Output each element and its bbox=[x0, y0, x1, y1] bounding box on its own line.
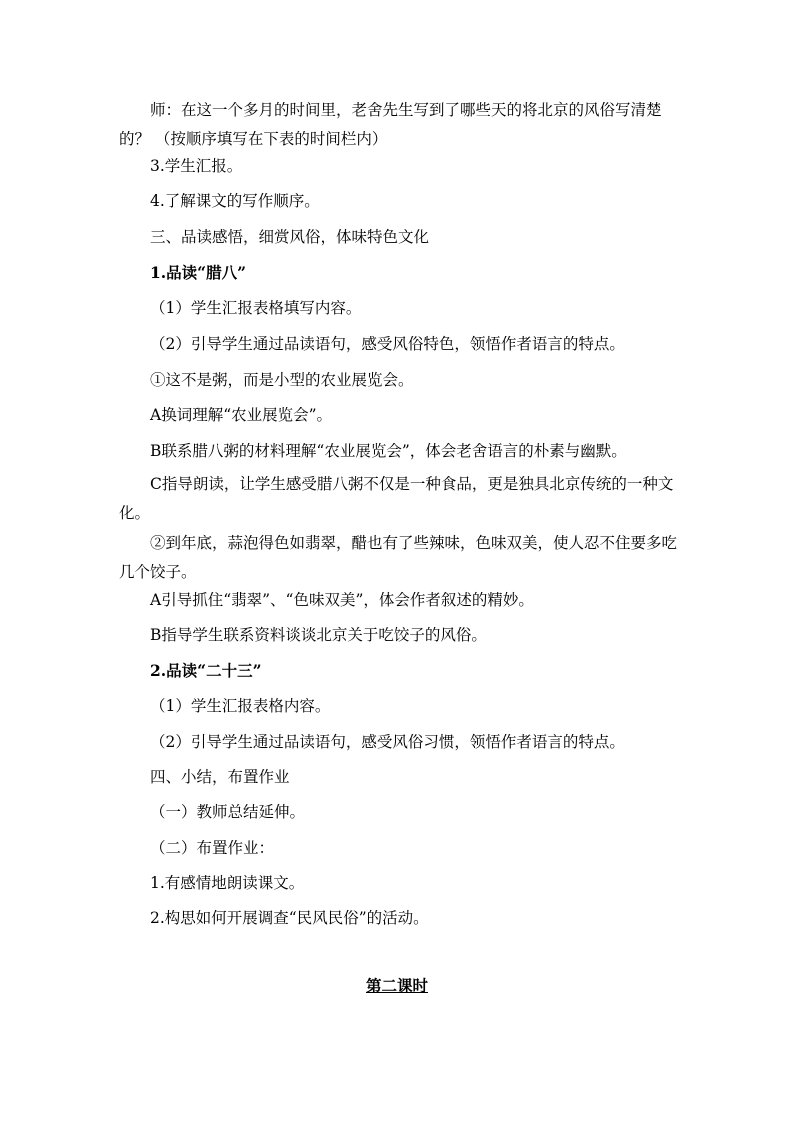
section-title: 第二课时 bbox=[365, 976, 428, 995]
paragraph-twentythree-2: （2）引导学生通过品读语句，感受风俗习惯，领悟作者语言的特点。 bbox=[150, 733, 625, 751]
paragraph-quote-1: ①这不是粥，而是小型的农业展览会。 bbox=[150, 371, 414, 389]
paragraph-student-report: 3.学生汇报。 bbox=[150, 157, 243, 175]
paragraph-laba-2: （2）引导学生通过品读语句，感受风俗特色，领悟作者语言的特点。 bbox=[150, 335, 625, 353]
paragraph-point-c1: C指导朗读，让学生感受腊八粥不仅是一种食品，更是独具北京传统的一种文化。 bbox=[119, 475, 674, 522]
section-heading-four: 四、小结，布置作业 bbox=[150, 768, 290, 786]
paragraph-summary: （一）教师总结延伸。 bbox=[150, 803, 306, 821]
paragraph-homework-2: 2.构思如何开展调查“民风民俗”的活动。 bbox=[150, 909, 429, 927]
paragraph-point-b1: B联系腊八粥的材料理解“农业展览会”，体会老舍语言的朴素与幽默。 bbox=[150, 442, 627, 460]
paragraph-writing-order: 4.了解课文的写作顺序。 bbox=[150, 192, 320, 210]
paragraph-laba-1: （1）学生汇报表格填写内容。 bbox=[150, 299, 362, 317]
section-heading-three: 三、品读感悟，细赏风俗，体味特色文化 bbox=[150, 228, 430, 246]
subheading-laba: 1.品读“腊八” bbox=[150, 263, 247, 282]
paragraph-twentythree-1: （1）学生汇报表格内容。 bbox=[150, 697, 331, 715]
paragraph-homework: （二）布置作业： bbox=[150, 839, 275, 857]
paragraph-point-a1: A换词理解“农业展览会”。 bbox=[150, 406, 333, 424]
paragraph-quote-2: ②到年底，蒜泡得色如翡翠，醋也有了些辣味，色味双美，使人忍不住要多吃几个饺子。 bbox=[119, 534, 678, 581]
paragraph-homework-1: 1.有感情地朗读课文。 bbox=[150, 874, 305, 892]
paragraph-teacher-question: 师：在这一个多月的时间里，老舍先生写到了哪些天的将北京的风俗写清楚的？ （按顺序填写在下表的时间栏内） bbox=[119, 101, 662, 148]
subheading-twenty-three: 2.品读“二十三” bbox=[150, 661, 262, 680]
paragraph-point-a2: A引导抓住“翡翠”、“色味双美”，体会作者叙述的精妙。 bbox=[150, 591, 534, 609]
paragraph-point-b2: B指导学生联系资料谈谈北京关于吃饺子的风俗。 bbox=[150, 626, 487, 644]
